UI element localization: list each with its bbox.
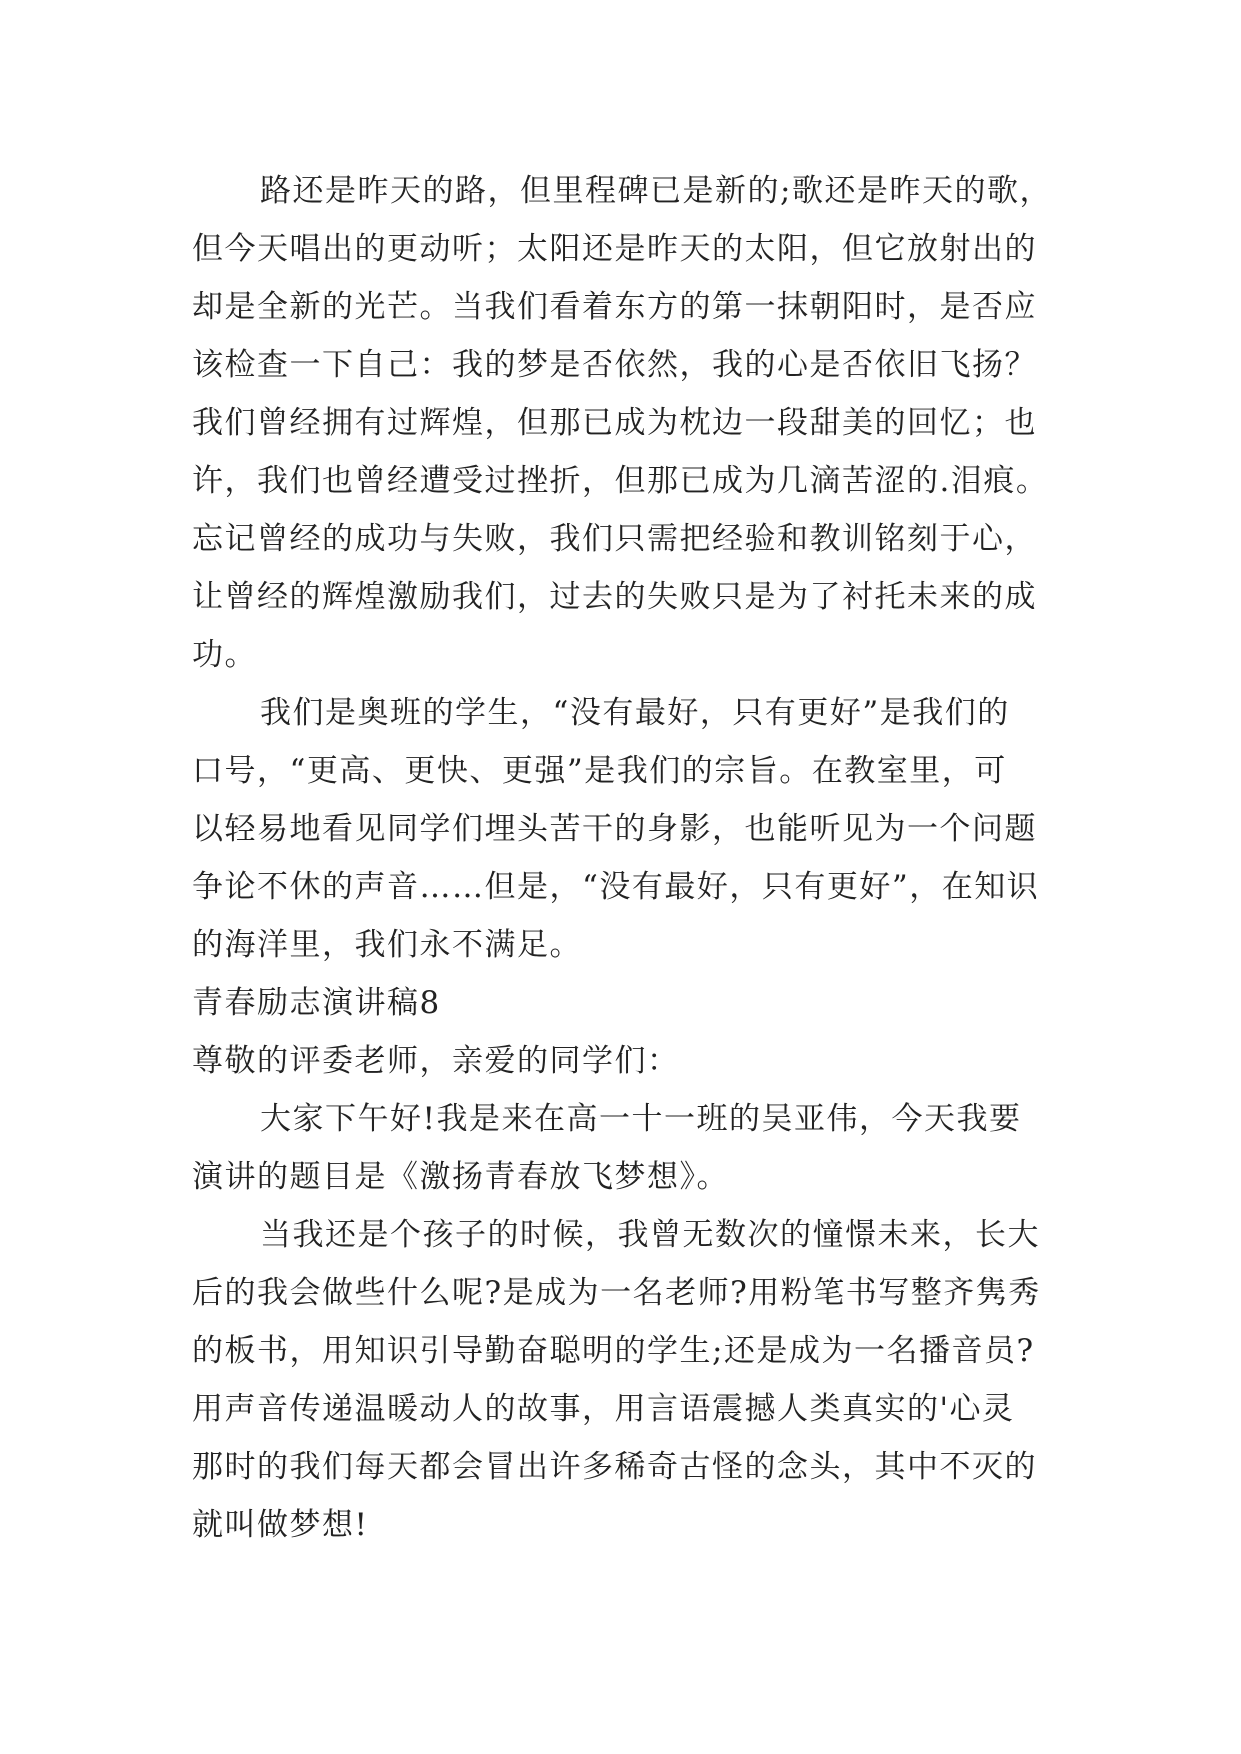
paragraph: [192, 1032, 1052, 1090]
document-body: [192, 162, 1052, 1554]
text-line: 功。: [192, 637, 257, 673]
text-line: 就叫做梦想!: [192, 1507, 369, 1543]
text-line: 争论不休的声音……但是，“没有最好，只有更好”，在知识: [192, 869, 1040, 905]
text-line: 却是全新的光芒。当我们看着东方的第一抹朝阳时，是否应: [192, 289, 1037, 325]
text-line: 后的我会做些什么呢?是成为一名老师?用粉笔书写整齐隽秀: [192, 1275, 1041, 1311]
text-line: 路还是昨天的路，但里程碑已是新的;歌还是昨天的歌，: [260, 173, 1052, 209]
text-line: 我们是奥班的学生，“没有最好，只有更好”是我们的: [260, 695, 1010, 731]
text-line: 那时的我们每天都会冒出许多稀奇古怪的念头，其中不灭的: [192, 1449, 1037, 1485]
text-line: 该检查一下自己：我的梦是否依然，我的心是否依旧飞扬？: [192, 347, 1037, 383]
text-line: 演讲的题目是《激扬青春放飞梦想》。: [192, 1159, 729, 1195]
paragraph: [192, 1206, 1052, 1554]
text-line: 以轻易地看见同学们埋头苦干的身影，也能听见为一个问题: [192, 811, 1037, 847]
text-line: 当我还是个孩子的时候，我曾无数次的憧憬未来，长大: [260, 1217, 1040, 1253]
text-line: 青春励志演讲稿8: [192, 985, 441, 1021]
text-line: 许，我们也曾经遭受过挫折，但那已成为几滴苦涩的.泪痕。: [192, 463, 1049, 499]
paragraph: [192, 1090, 1052, 1206]
text-line: 我们曾经拥有过辉煌，但那已成为枕边一段甜美的回忆；也: [192, 405, 1037, 441]
text-line: 但今天唱出的更动听；太阳还是昨天的太阳，但它放射出的: [192, 231, 1037, 267]
paragraph: [192, 974, 1052, 1032]
text-line: 口号，“更高、更快、更强”是我们的宗旨。在教室里，可: [192, 753, 1007, 789]
text-line: 忘记曾经的成功与失败，我们只需把经验和教训铭刻于心，: [192, 521, 1037, 557]
paragraph: [192, 684, 1052, 974]
text-line: 的海洋里，我们永不满足。: [192, 927, 582, 963]
text-line: 大家下午好!我是来在高一十一班的吴亚伟，今天我要: [260, 1101, 1022, 1137]
paragraph: [192, 162, 1052, 684]
text-line: 的板书，用知识引导勤奋聪明的学生;还是成为一名播音员?: [192, 1333, 1035, 1369]
text-line: 让曾经的辉煌激励我们，过去的失败只是为了衬托未来的成: [192, 579, 1037, 615]
text-line: 尊敬的评委老师，亲爱的同学们：: [192, 1043, 680, 1079]
text-line: 用声音传递温暖动人的故事，用言语震撼人类真实的'心灵: [192, 1391, 1015, 1427]
